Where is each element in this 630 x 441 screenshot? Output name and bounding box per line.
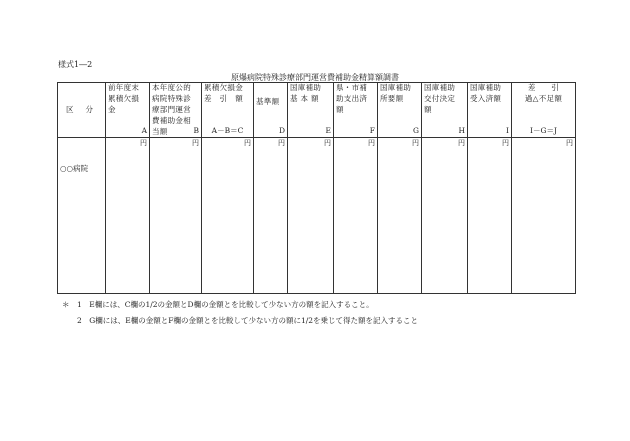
value-cell-e: 円 <box>288 138 334 294</box>
col-header-c: 累積欠損金 差 引 額 A－B＝C <box>202 83 254 138</box>
kubun-header: 区 分 <box>58 83 106 138</box>
value-cell-a: 円 <box>106 138 150 294</box>
table-row <box>58 138 576 294</box>
col-header-a: 前年度末 累積欠損 金 A <box>106 83 150 138</box>
note-1: ＊ 1 E欄には、C欄の1/2の金額とD欄の金額とを比較して少ない方の額を記入すること。 <box>62 300 374 309</box>
col-header-h: 国庫補助 交付決定 額 H <box>422 83 468 138</box>
col-header-g: 国庫補助 所要額 G <box>378 83 422 138</box>
value-cell-c: 円 <box>202 138 254 294</box>
value-cell-b: 円 <box>150 138 202 294</box>
form-number: 様式1―2 <box>58 60 93 69</box>
value-cell-f: 円 <box>334 138 378 294</box>
col-header-f: 県・市補 助支出済 額 F <box>334 83 378 138</box>
value-cell-h: 円 <box>422 138 468 294</box>
document-title: 原爆病院特殊診療部門運営費補助金精算額調書 <box>231 73 399 82</box>
value-cell-d: 円 <box>254 138 288 294</box>
col-header-e: 国庫補助 基 本 額 E <box>288 83 334 138</box>
value-cell-j: 円 <box>512 138 576 294</box>
row-label-cell: ○○病院 <box>58 138 106 294</box>
notes <box>62 297 418 329</box>
col-header-i: 国庫補助 受入済額 I <box>468 83 512 138</box>
header-row <box>58 83 576 138</box>
col-header-b: 本年度公的 病院特殊診 療部門運営 費補助金相 当額 B <box>150 83 202 138</box>
note-2: 2 G欄には、E欄の金額とF欄の金額とを比較して少ない方の額に1/2を乗じて得た額を記入すること <box>62 316 419 325</box>
value-cell-g: 円 <box>378 138 422 294</box>
col-header-j: 差 引 過△不足額 I－G＝J <box>512 83 576 138</box>
settlement-table <box>57 82 576 294</box>
col-header-d: 基準額 D <box>254 83 288 138</box>
value-cell-i: 円 <box>468 138 512 294</box>
